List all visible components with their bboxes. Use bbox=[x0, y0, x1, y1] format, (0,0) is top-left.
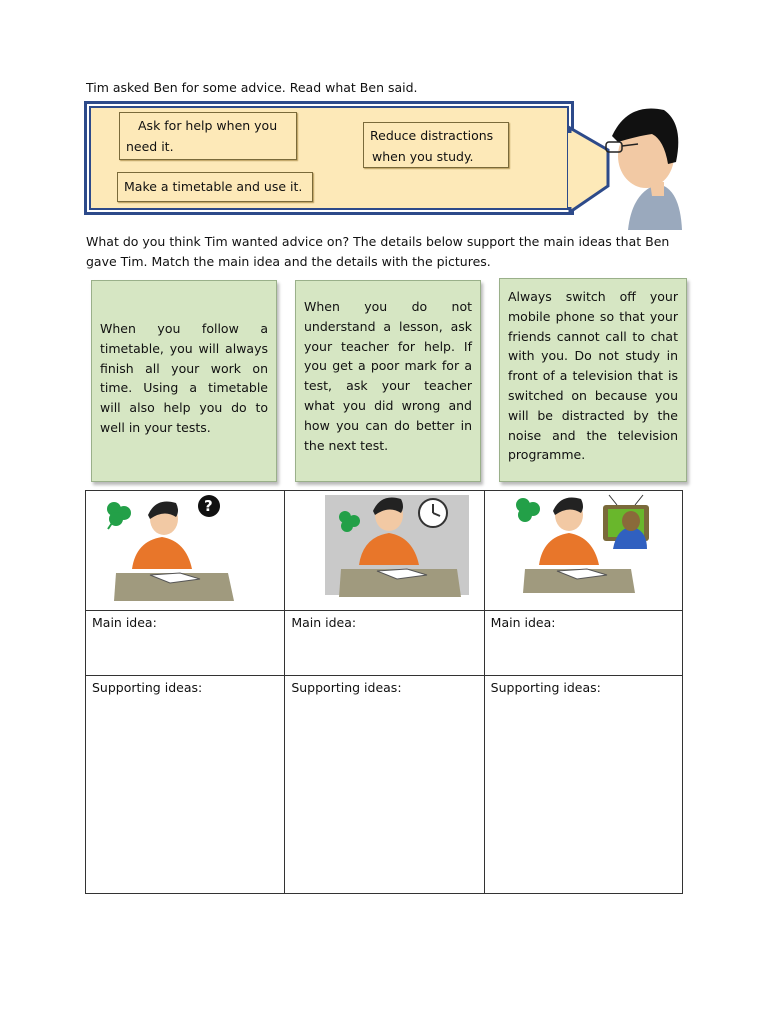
main-idea-label: Main idea: bbox=[92, 615, 157, 630]
advice-line: Reduce distractions bbox=[370, 128, 494, 143]
detail-card-help: When you do not understand a lesson, ask your teacher for help. If you get a poor mark for a test, ask your teacher what you did wrong and how you can do better in the next test. bbox=[295, 280, 481, 482]
clover-icon bbox=[516, 498, 540, 522]
main-idea-cell-3[interactable] bbox=[484, 611, 682, 676]
bubble-tail bbox=[570, 128, 608, 212]
main-idea-cell-1[interactable] bbox=[86, 611, 285, 676]
supporting-ideas-label: Supporting ideas: bbox=[490, 680, 601, 695]
advice-ask-for-help bbox=[119, 112, 297, 160]
supporting-ideas-row bbox=[86, 676, 683, 894]
student-icon bbox=[539, 533, 599, 565]
supporting-ideas-cell-1[interactable] bbox=[86, 676, 285, 894]
advice-line: need it. bbox=[126, 139, 174, 154]
picture-row bbox=[86, 491, 683, 611]
clover-icon bbox=[107, 502, 131, 529]
supporting-ideas-label: Supporting ideas: bbox=[92, 680, 203, 695]
picture-cell-2 bbox=[285, 491, 484, 611]
advice-line: Ask for help when you bbox=[138, 118, 278, 133]
ben-illustration bbox=[568, 100, 688, 235]
main-idea-row bbox=[86, 611, 683, 676]
student-icon bbox=[132, 537, 192, 569]
question-mark-glyph: ? bbox=[204, 497, 213, 515]
picture-cell-1 bbox=[86, 491, 285, 611]
student-clock-picture bbox=[285, 491, 482, 607]
detail-card-timetable: When you follow a timetable, you will always finish all your work on time. Using a timetable will also help you do to well in your tests. bbox=[91, 280, 277, 482]
advice-line: when you study. bbox=[372, 149, 474, 164]
supporting-ideas-cell-2[interactable] bbox=[285, 676, 484, 894]
main-idea-label: Main idea: bbox=[291, 615, 357, 630]
intro-text: Tim asked Ben for some advice. Read what Ben said. bbox=[86, 80, 418, 95]
main-idea-cell-2[interactable] bbox=[285, 611, 484, 676]
student-question-picture bbox=[86, 491, 283, 607]
question-text: What do you think Tim wanted advice on? The details below support the main ideas that Ben gave Tim. Match the main idea and the details with the pictures. bbox=[86, 234, 670, 269]
main-idea-label: Main idea: bbox=[490, 615, 556, 630]
advice-make-timetable: Make a timetable and use it. bbox=[117, 172, 313, 202]
matching-table bbox=[85, 490, 683, 894]
picture-cell-3 bbox=[484, 491, 682, 611]
supporting-ideas-label: Supporting ideas: bbox=[291, 680, 402, 695]
speech-bubble bbox=[84, 101, 574, 215]
supporting-ideas-cell-3[interactable] bbox=[484, 676, 682, 894]
student-tv-picture bbox=[485, 491, 681, 607]
advice-reduce-distractions bbox=[363, 122, 509, 168]
detail-card-distractions: Always switch off your mobile phone so that your friends cannot call to chat with you. Do not study in front of a television that is switched on because you will be distracted by the noise and the television programme. bbox=[499, 278, 687, 482]
